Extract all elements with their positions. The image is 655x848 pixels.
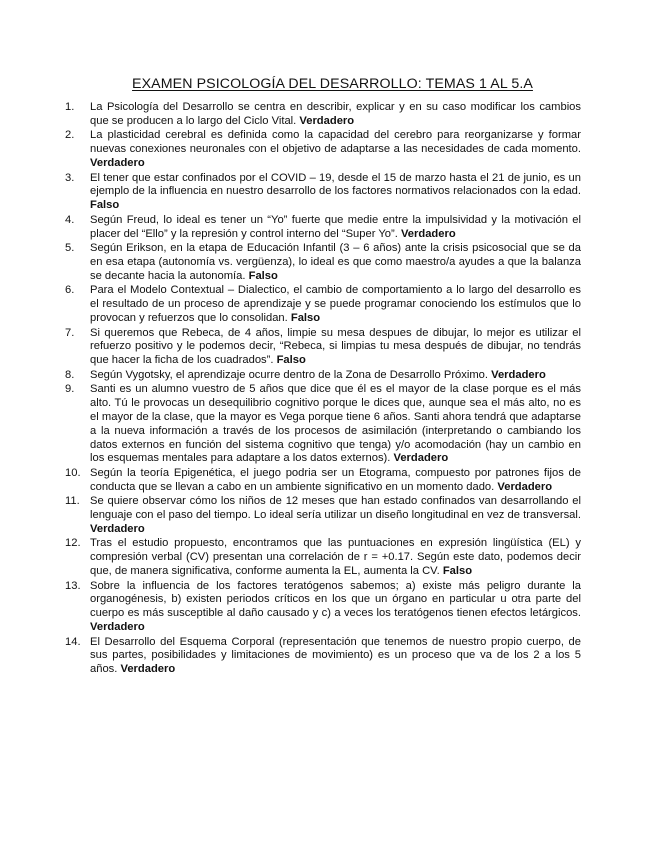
- question-list: [65, 101, 581, 677]
- question-text: Sobre la influencia de los factores teratógenos sabemos; a) existe más peligro durante la organogénesis, b) existen periodos críticos en los que un órgano en particular u otra parte del cuerpo es más susceptible al daño causado y c) a veces los teratógenos tienen efectos letárgicos.: [90, 579, 581, 620]
- question-text: Según Vygotsky, el aprendizaje ocurre dentro de la Zona de Desarrollo Próximo.: [90, 368, 488, 381]
- question-number: 7.: [65, 326, 75, 339]
- question-text: Para el Modelo Contextual – Dialectico, el cambio de comportamiento a lo largo del desarrollo es el resultado de un proceso de aprendizaje y se puede programar conociendo los estímulos que lo provocan y refuerzos que lo consolidan.: [90, 284, 581, 324]
- question-number: 11.: [65, 495, 80, 508]
- question-text: El tener que estar confinados por el COVID – 19, desde el 15 de marzo hasta el 21 de junio, es un ejemplo de la influencia en nuestro desarrollo de los factores normativos relacionados con la edad.: [90, 171, 581, 198]
- question-number: 12.: [65, 537, 81, 550]
- list-item: [65, 101, 581, 129]
- question-answer: Falso: [248, 269, 278, 282]
- question-number: 8.: [65, 368, 75, 381]
- list-item: [65, 383, 581, 466]
- question-answer: Verdadero: [90, 156, 145, 169]
- list-item: [65, 495, 581, 536]
- question-number: 10.: [65, 466, 81, 479]
- list-item: [65, 326, 581, 368]
- question-answer: Falso: [276, 354, 306, 367]
- question-answer: Verdadero: [393, 452, 449, 465]
- question-text: La plasticidad cerebral es definida como la capacidad del cerebro para reorganizarse y formar nuevas conexiones neuronales con el objetivo de adaptarse a las necesidades de cada momento.: [90, 129, 581, 156]
- question-number: 1.: [65, 101, 75, 113]
- list-item: [65, 368, 581, 383]
- question-answer: Verdadero: [90, 522, 145, 535]
- page-title: EXAMEN PSICOLOGÍA DEL DESARROLLO: TEMAS 1 AL 5.A: [132, 76, 533, 92]
- question-text: Santi es un alumno vuestro de 5 años que dice que él es el mayor de la clase porque es el más alto. Tú le provocas un desequilibrio cognitivo porque le dices que, aunque sea el más alto, no es el mayor de la clase, que la mayor es Vega porque tiene 6 años. Santi ahora tendrá que adaptarse a la nueva información a través de los procesos de asimilación (interpretando o cambiando los datos externos en función del sistema cognitivo que tenga) y/o acomodación (hay un cambio en los esquemas mentales para adaptare a los datos externos).: [90, 383, 581, 465]
- list-item: [65, 171, 581, 213]
- question-number: 2.: [65, 129, 75, 142]
- question-answer: Falso: [442, 565, 473, 578]
- question-number: 9.: [65, 383, 75, 396]
- question-answer: Verdadero: [491, 368, 546, 381]
- question-number: 3.: [65, 171, 75, 184]
- question-text: El Desarrollo del Esquema Corporal (representación que tenemos de nuestro propio cuerpo, de sus partes, posibilidades y limitaciones de movimiento) es un proceso que va de los 2 a los 5 años.: [90, 635, 581, 676]
- question-text: Según Erikson, en la etapa de Educación Infantil (3 – 6 años) ante la crisis psicosocial que se da en esa etapa (autonomía vs. vergüenza), lo ideal es que como maestro/a ayudes a que la balanza se decante hacia la autonomía.: [90, 242, 581, 282]
- list-item: [65, 129, 581, 170]
- list-item: [65, 579, 581, 635]
- question-answer: Verdadero: [400, 227, 456, 240]
- list-item: [65, 537, 581, 578]
- question-text: La Psicología del Desarrollo se centra en describir, explicar y en su caso modificar los cambios que se producen a lo largo del Ciclo Vital.: [90, 101, 581, 127]
- question-number: 4.: [65, 213, 75, 226]
- question-answer: Falso: [90, 199, 120, 212]
- list-item: [65, 284, 581, 325]
- question-number: 13.: [65, 579, 81, 592]
- question-text: Si queremos que Rebeca, de 4 años, limpie su mesa despues de dibujar, lo mejor es utilizar el refuerzo positivo y le podemos decir, “Rebeca, si limpias tu mesa después de dibujar, no tendrás que hacer la ficha de los cuadrados”.: [90, 326, 581, 367]
- list-item: [65, 213, 581, 242]
- question-number: 14.: [65, 635, 81, 648]
- question-answer: Verdadero: [120, 663, 176, 676]
- question-answer: Verdadero: [299, 114, 355, 127]
- question-number: 6.: [65, 284, 75, 297]
- list-item: [65, 635, 581, 677]
- question-text: Según la teoría Epigenética, el juego podria ser un Etograma, compuesto por patrones fijos de conducta que se llevan a cabo en un ambiente significativo en un momento dado.: [90, 466, 581, 493]
- question-number: 5.: [65, 242, 75, 255]
- question-text: Se quiere observar cómo los niños de 12 meses que han estado confinados van desarrollando el lenguaje con el paso del tiempo. Lo ideal sería utilizar un diseño longitudinal en vez de transversal.: [90, 495, 581, 522]
- question-answer: Verdadero: [497, 480, 553, 493]
- question-text: Según Freud, lo ideal es tener un “Yo” fuerte que medie entre la impulsividad y la motivación el placer del “Ello” y la represión y control interno del “Super Yo”.: [90, 213, 581, 240]
- question-answer: Verdadero: [90, 621, 145, 634]
- list-item: [65, 242, 581, 283]
- list-item: [65, 466, 581, 495]
- question-text: Tras el estudio propuesto, encontramos que las puntuaciones en expresión lingüística (EL) y compresión verbal (CV) presentan una correlación de r = +0.17. Según este dato, podemos decir que, de manera significativa, conforme aumenta la EL, aumenta la CV.: [90, 537, 581, 578]
- question-answer: Falso: [290, 311, 321, 324]
